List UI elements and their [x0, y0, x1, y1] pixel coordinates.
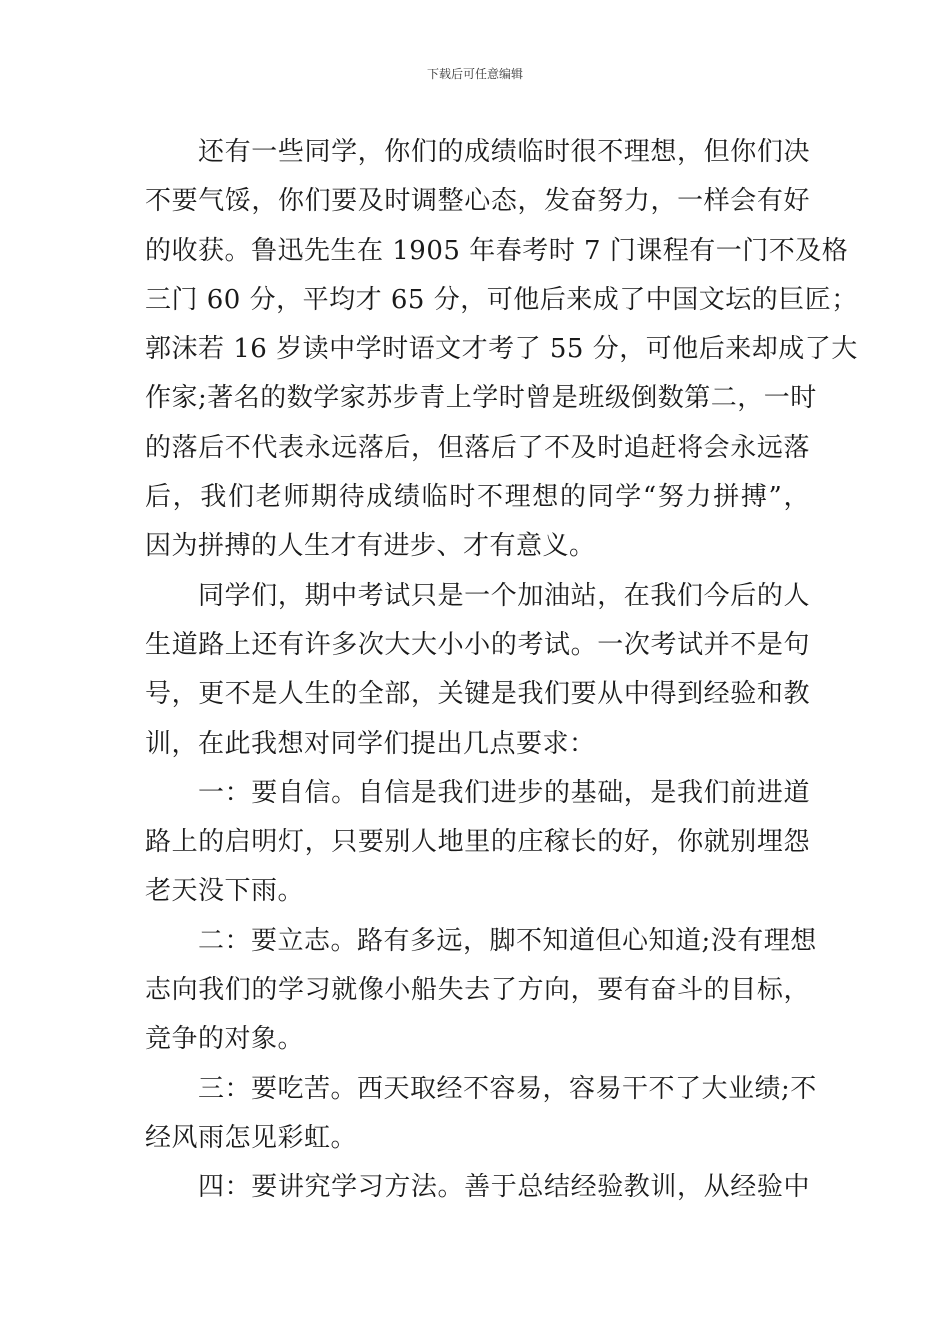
text-line: 训，在此我想对同学们提出几点要求： — [145, 728, 596, 759]
text-line: 号，更不是人生的全部，关键是我们要从中得到经验和教 — [145, 679, 810, 710]
page-header: 下载后可任意编辑 — [426, 67, 523, 81]
paragraph — [145, 917, 817, 1065]
paragraph — [145, 128, 858, 572]
text-line: 一：要自信。自信是我们进步的基础，是我们前进道 — [198, 777, 810, 808]
text-line: 后，我们老师期待成绩临时不理想的同学“努力拼搏”， — [145, 482, 810, 513]
text-line: 的落后不代表永远落后，但落后了不及时追赶将会永远落 — [145, 432, 810, 463]
text-line: 竞争的对象。 — [145, 1024, 305, 1055]
text-line: 三门 60 分，平均才 65 分，可他后来成了中国文坛的巨匠； — [145, 284, 858, 315]
paragraph — [145, 1163, 810, 1212]
text-line: 还有一些同学，你们的成绩临时很不理想，但你们决 — [198, 137, 810, 167]
text-line: 老天没下雨。 — [145, 876, 305, 907]
document-body — [145, 128, 858, 1213]
text-line: 四：要讲究学习方法。善于总结经验教训，从经验中 — [198, 1172, 810, 1203]
text-line: 作家;著名的数学家苏步青上学时曾是班级倒数第二，一时 — [145, 383, 817, 414]
text-line: 因为拼搏的人生才有进步、才有意义。 — [145, 531, 596, 562]
text-line: 郭沫若 16 岁读中学时语文才考了 55 分，可他后来却成了大 — [145, 334, 858, 365]
text-line: 二：要立志。路有多远，脚不知道但心知道;没有理想 — [198, 925, 817, 956]
text-line: 生道路上还有许多次大大小小的考试。一次考试并不是句 — [145, 629, 810, 660]
text-line: 不要气馁，你们要及时调整心态，发奋努力，一样会有好 — [145, 186, 810, 217]
paragraph — [145, 769, 810, 917]
paragraph — [145, 1065, 817, 1164]
paragraph — [145, 572, 810, 769]
text-line: 三：要吃苦。西天取经不容易，容易干不了大业绩;不 — [198, 1073, 817, 1104]
text-line: 志向我们的学习就像小船失去了方向，要有奋斗的目标， — [145, 975, 810, 1006]
text-line: 路上的启明灯，只要别人地里的庄稼长的好，你就别埋怨 — [145, 827, 810, 858]
text-line: 的收获。鲁迅先生在 1905 年春考时 7 门课程有一门不及格 — [145, 235, 849, 266]
text-line: 同学们，期中考试只是一个加油站，在我们今后的人 — [198, 580, 810, 611]
text-line: 经风雨怎见彩虹。 — [145, 1122, 358, 1153]
